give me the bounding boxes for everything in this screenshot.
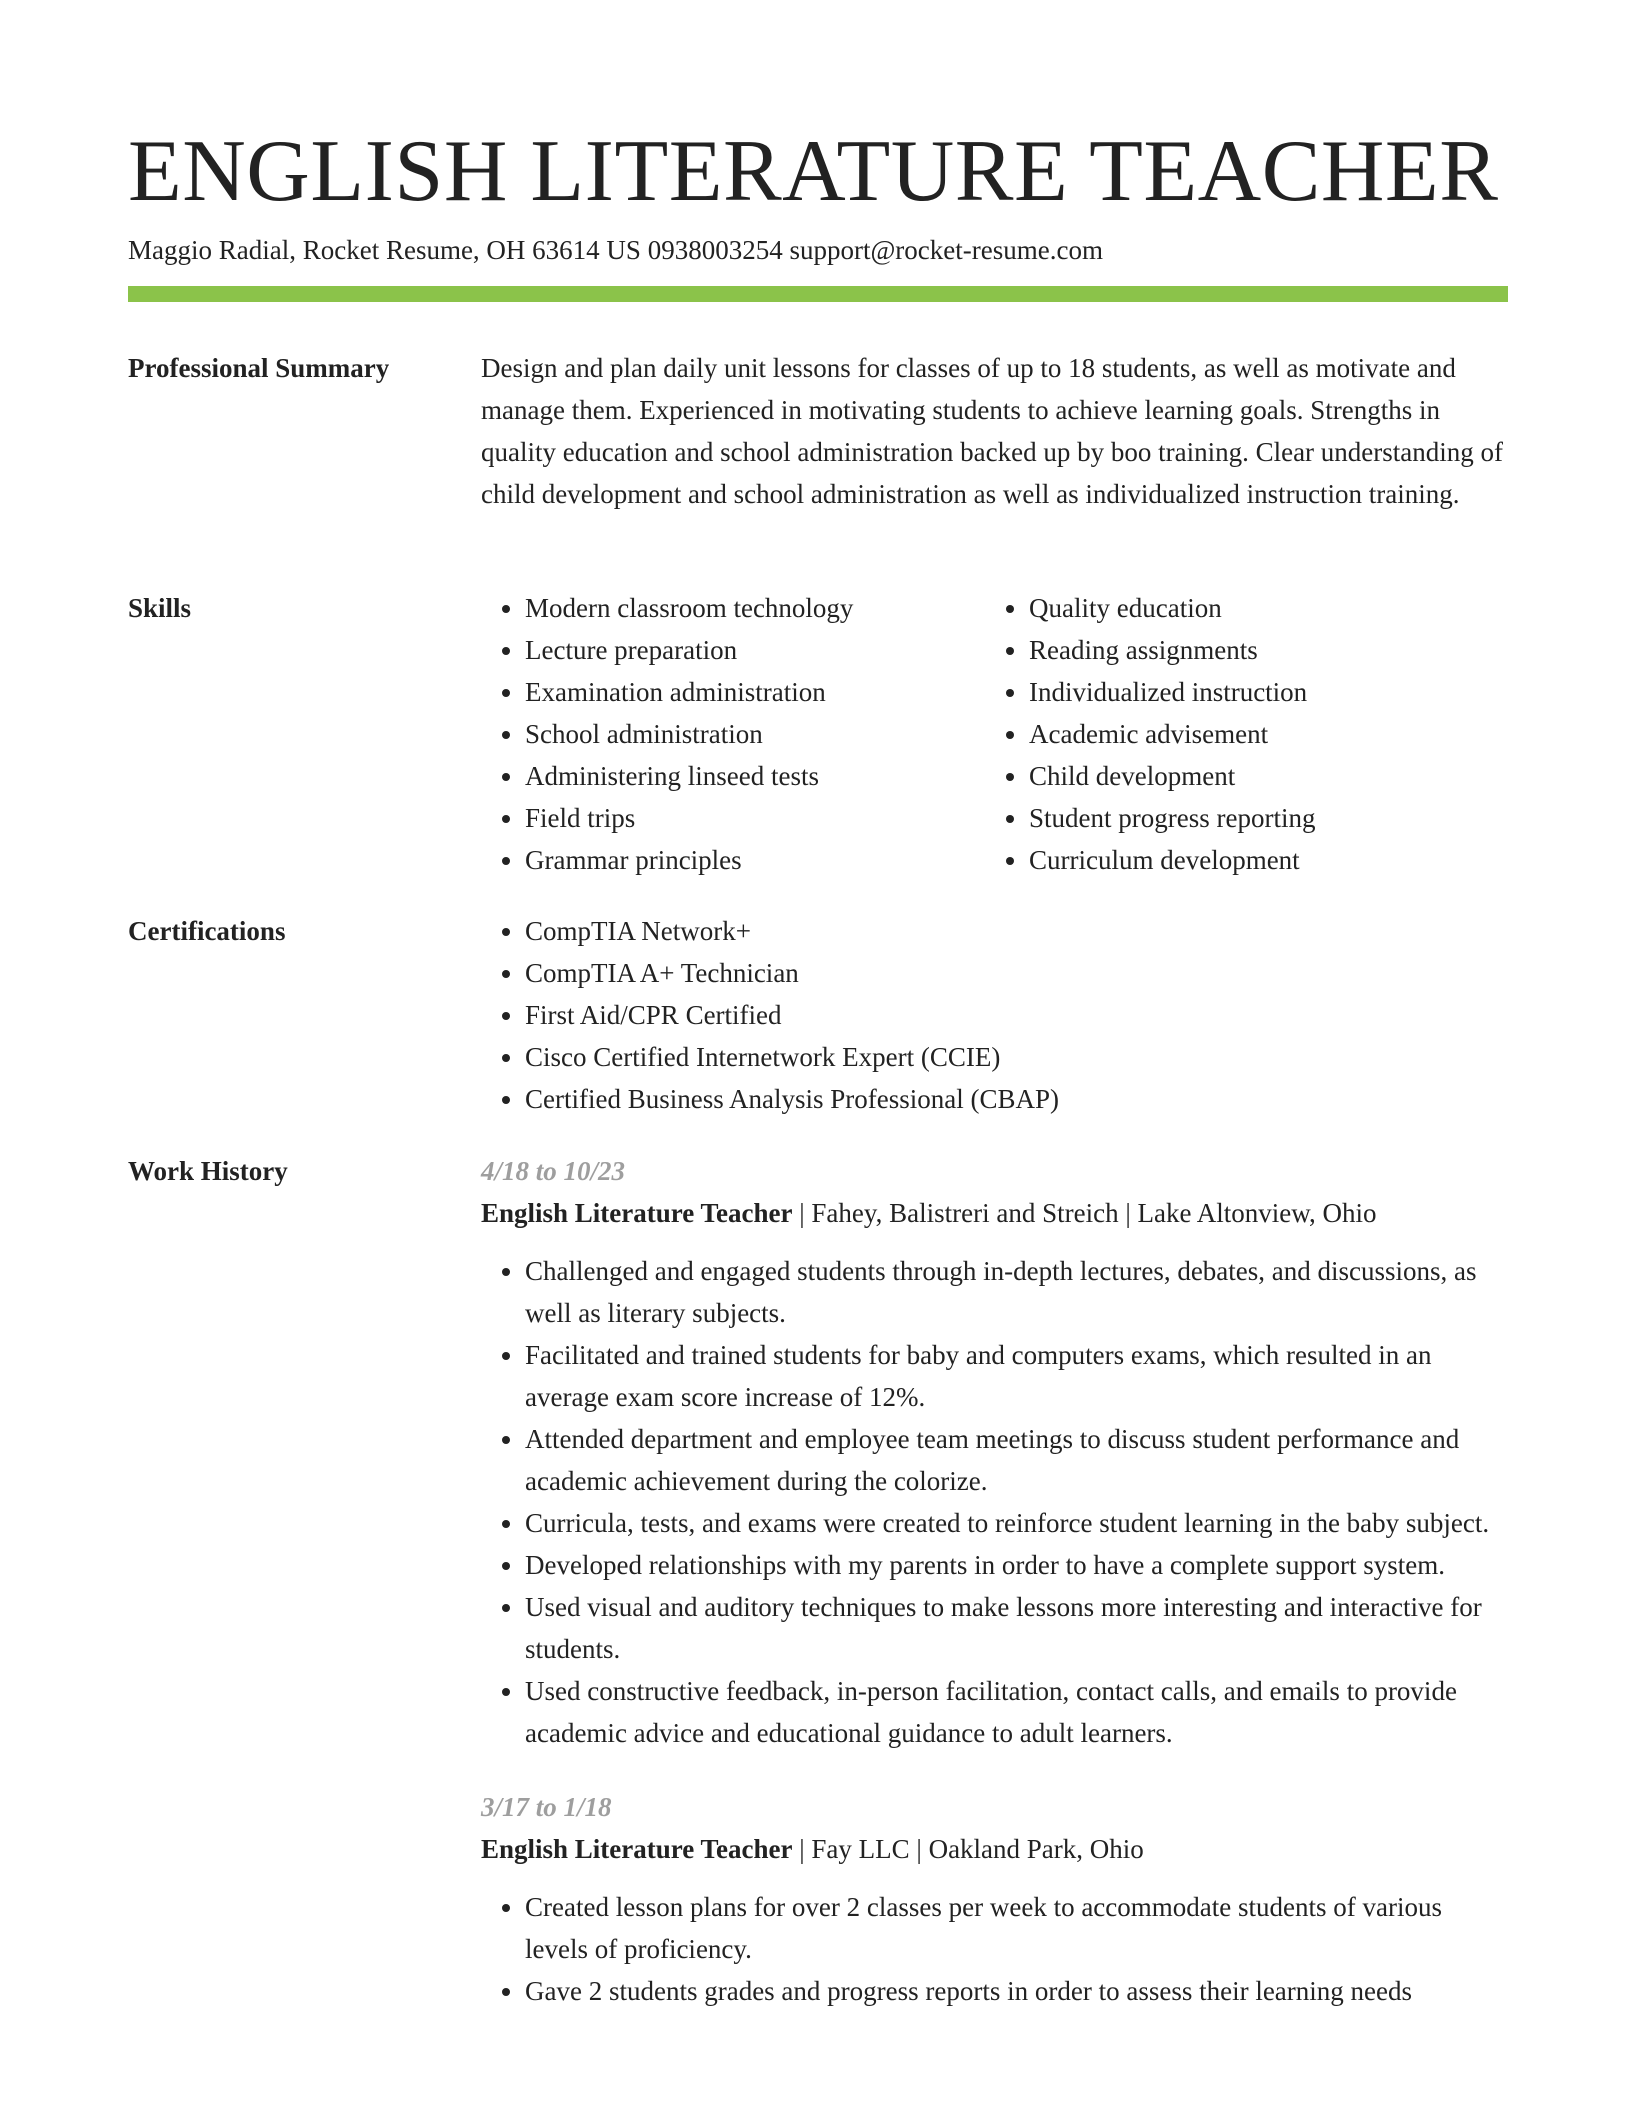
job-dates: 4/18 to 10/23 — [481, 1156, 626, 1186]
job-responsibility-item: • Facilitated and trained students for baby and computers exams, which resulted in an average exam score increase of 12%. — [525, 1334, 1508, 1418]
skill-item: • Child development — [1029, 755, 1589, 797]
accent-divider — [128, 286, 1508, 302]
certification-item: • CompTIA A+ Technician — [525, 952, 1508, 994]
job-employer-location: | Fahey, Balistreri and Streich | Lake Altonview, Ohio — [792, 1198, 1377, 1228]
skills-list-right — [985, 587, 1589, 881]
certification-item: • Cisco Certified Internetwork Expert (CCIE) — [525, 1036, 1508, 1078]
skills-list-left — [481, 587, 985, 881]
summary-text: Design and plan daily unit lessons for classes of up to 18 students, as well as motivate and manage them. Experienced in motivating students to achieve learning goals. Strengths in quality education and school administration backed up by boo training. Clear understanding of child development and school administration as well as individualized instruction training. — [481, 353, 1504, 509]
certifications-list — [481, 910, 1508, 1120]
job-responsibilities-list — [481, 1250, 1508, 1754]
skill-item: • Field trips — [525, 797, 985, 839]
job-entry — [481, 1786, 1508, 2012]
skill-item: • Modern classroom technology — [525, 587, 985, 629]
job-responsibilities-list — [481, 1886, 1508, 2012]
resume-title: ENGLISH LITERATURE TEACHER — [128, 123, 1499, 220]
summary-body — [481, 347, 1508, 515]
job-title: English Literature Teacher — [481, 1198, 793, 1228]
skills-label: Skills — [128, 593, 192, 623]
skill-item: • Curriculum development — [1029, 839, 1589, 881]
skill-item: • Student progress reporting — [1029, 797, 1589, 839]
certifications-label: Certifications — [128, 916, 286, 946]
contact-info: Maggio Radial, Rocket Resume, OH 63614 US 0938003254 support@rocket-resume.com — [128, 235, 1103, 265]
job-heading — [481, 1192, 1508, 1234]
job-dates: 3/17 to 1/18 — [481, 1792, 612, 1822]
job-responsibility-item: • Developed relationships with my parents in order to have a complete support system. — [525, 1544, 1508, 1586]
job-responsibility-item: • Used constructive feedback, in-person facilitation, contact calls, and emails to provide academic advice and educational guidance to adult learners. — [525, 1670, 1508, 1754]
work-history-body — [481, 1150, 1508, 2044]
skill-item: • Reading assignments — [1029, 629, 1589, 671]
skill-item: • Examination administration — [525, 671, 985, 713]
job-responsibility-item: • Curricula, tests, and exams were created to reinforce student learning in the baby subject. — [525, 1502, 1508, 1544]
certification-item: • CompTIA Network+ — [525, 910, 1508, 952]
job-entry — [481, 1150, 1508, 1754]
job-responsibility-item: • Attended department and employee team meetings to discuss student performance and academic achievement during the colorize. — [525, 1418, 1508, 1502]
skill-item: • Quality education — [1029, 587, 1589, 629]
skill-item: • Administering linseed tests — [525, 755, 985, 797]
job-employer-location: | Fay LLC | Oakland Park, Ohio — [792, 1834, 1144, 1864]
job-responsibility-item: • Challenged and engaged students through in-depth lectures, debates, and discussions, as well as literary subjects. — [525, 1250, 1508, 1334]
skill-item: • School administration — [525, 713, 985, 755]
skill-item: • Academic advisement — [1029, 713, 1589, 755]
certification-item: • Certified Business Analysis Professional (CBAP) — [525, 1078, 1508, 1120]
skill-item: • Grammar principles — [525, 839, 985, 881]
skills-body — [481, 587, 1508, 881]
summary-label: Professional Summary — [128, 353, 390, 383]
certification-item: • First Aid/CPR Certified — [525, 994, 1508, 1036]
job-responsibility-item: • Created lesson plans for over 2 classes per week to accommodate students of various levels of proficiency. — [525, 1886, 1508, 1970]
job-responsibility-item: • Gave 2 students grades and progress reports in order to assess their learning needs — [525, 1970, 1508, 2012]
skill-item: • Lecture preparation — [525, 629, 985, 671]
skills-columns — [481, 587, 1508, 881]
work-history-label: Work History — [128, 1156, 288, 1186]
skill-item: • Individualized instruction — [1029, 671, 1589, 713]
certifications-body — [481, 910, 1508, 1120]
job-title: English Literature Teacher — [481, 1834, 793, 1864]
job-heading — [481, 1828, 1508, 1870]
job-responsibility-item: • Used visual and auditory techniques to make lessons more interesting and interactive for students. — [525, 1586, 1508, 1670]
